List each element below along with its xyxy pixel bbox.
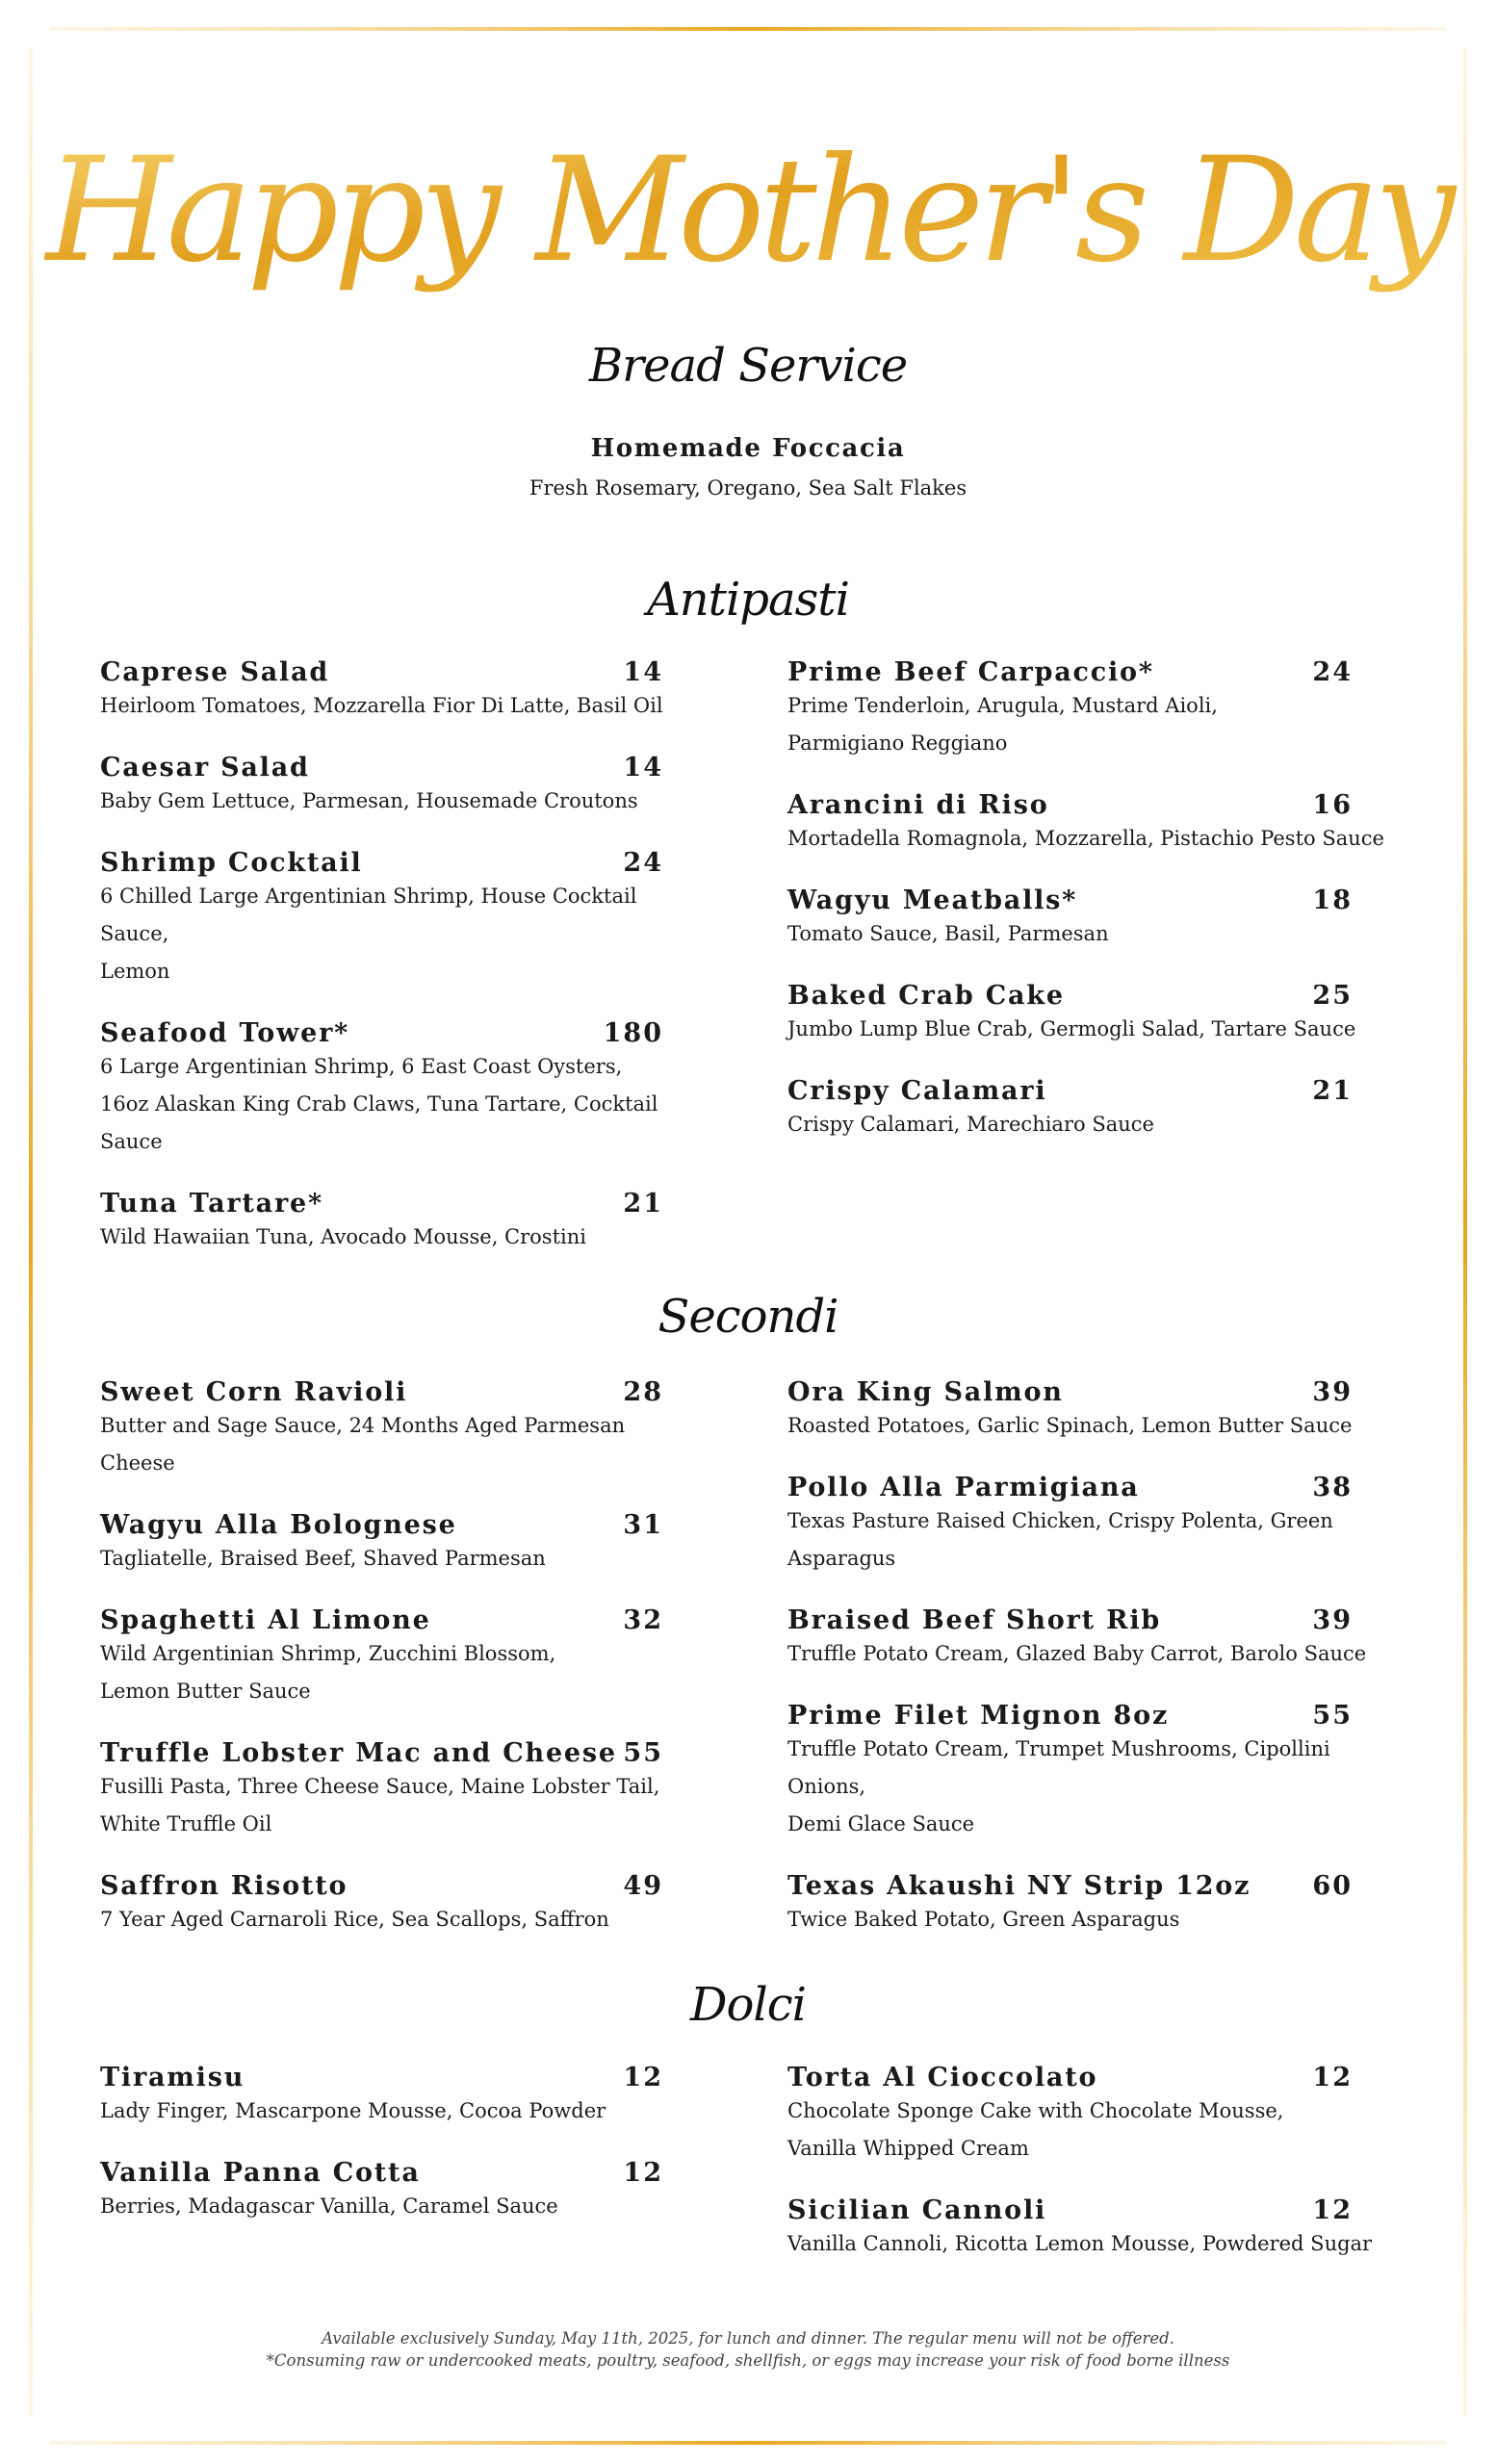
menu-item-description: Fusilli Pasta, Three Cheese Sauce, Maine Lobster Tail,	[100, 1775, 660, 1798]
frame-left-line	[29, 48, 33, 2416]
menu-item-description: Vanilla Cannoli, Ricotta Lemon Mousse, Powdered Sugar	[787, 2232, 1373, 2255]
menu-item-header	[100, 2063, 663, 2092]
menu-item	[100, 1605, 678, 1710]
menu-item-name: Seafood Tower*	[100, 1018, 350, 1048]
menu-item	[100, 657, 678, 725]
menu-item-description: Lemon	[100, 960, 170, 983]
title-text: Happy Mother's Day	[45, 127, 1451, 295]
menu-item-description: Vanilla Whipped Cream	[787, 2137, 1029, 2160]
menu-item-description: Jumbo Lump Blue Crab, Germogli Salad, Tartare Sauce	[787, 1017, 1356, 1040]
menu-item-price: 12	[623, 2063, 663, 2092]
frame-right-line	[1463, 48, 1467, 2416]
menu-item	[787, 1605, 1413, 1673]
menu-item-description: Crispy Calamari, Marechiaro Sauce	[787, 1113, 1154, 1136]
menu-item-price: 21	[623, 1189, 663, 1219]
menu-item-name: Crispy Calamari	[787, 1076, 1047, 1106]
menu-item-description: Truffle Potato Cream, Trumpet Mushrooms, Cipollini Onions,	[787, 1737, 1330, 1798]
menu-item-name: Wagyu Alla Bolognese	[100, 1510, 457, 1540]
menu-item-header	[100, 1871, 663, 1901]
menu-item-name: Braised Beef Short Rib	[787, 1605, 1162, 1635]
menu-item-price: 60	[1312, 1871, 1353, 1901]
heading-secondi: Secondi	[658, 1290, 838, 1344]
menu-item-name: Pollo Alla Parmigiana	[787, 1473, 1140, 1502]
menu-item-name: Baked Crab Cake	[787, 981, 1065, 1011]
menu-item-header	[100, 657, 663, 687]
menu-item	[787, 2063, 1413, 2168]
menu-item-description: Prime Tenderloin, Arugula, Mustard Aioli,	[787, 694, 1218, 717]
menu-item-description: Baby Gem Lettuce, Parmesan, Housemade Croutons	[100, 789, 638, 812]
antipasti-left-column	[100, 657, 678, 1284]
menu-item-header	[100, 848, 663, 878]
frame-bottom-line	[50, 2441, 1446, 2445]
menu-item	[787, 1473, 1413, 1578]
menu-item-header	[787, 657, 1353, 687]
menu-item-header	[100, 1605, 663, 1635]
menu-item	[787, 1377, 1413, 1445]
menu-item-description: Truffle Potato Cream, Glazed Baby Carrot, Barolo Sauce	[787, 1642, 1367, 1665]
menu-item	[787, 1076, 1413, 1143]
menu-item-header	[787, 981, 1353, 1011]
menu-item-name: Sweet Corn Ravioli	[100, 1377, 408, 1407]
menu-item	[100, 753, 678, 820]
menu-item-description: Lady Finger, Mascarpone Mousse, Cocoa Powder	[100, 2099, 606, 2122]
menu-item-price: 18	[1312, 886, 1353, 915]
frame-top-line	[50, 27, 1446, 31]
menu-item-price: 32	[623, 1605, 663, 1635]
menu-item-price: 24	[1312, 657, 1353, 687]
menu-item	[100, 848, 678, 990]
menu-item-name: Saffron Risotto	[100, 1871, 348, 1901]
menu-item-name: Caesar Salad	[100, 753, 310, 783]
menu-item-header	[787, 1076, 1353, 1106]
menu-item	[100, 1871, 678, 1938]
dolci-left-column	[100, 2063, 678, 2253]
menu-item	[100, 2063, 678, 2130]
menu-item-header	[100, 1377, 663, 1407]
footer-consumption-warning: *Consuming raw or undercooked meats, poultry, seafood, shellfish, or eggs may increase your risk of food borne illness	[266, 2351, 1230, 2370]
menu-item-price: 24	[623, 848, 663, 878]
menu-item-price: 25	[1312, 981, 1353, 1011]
menu-item-description: 16oz Alaskan King Crab Claws, Tuna Tartare, Cocktail Sauce	[100, 1092, 658, 1153]
menu-item-header	[100, 2158, 663, 2188]
menu-item	[787, 886, 1413, 953]
menu-item-price: 14	[623, 753, 663, 783]
menu-item-price: 12	[1312, 2063, 1353, 2092]
menu-item-name: Torta Al Cioccolato	[787, 2063, 1098, 2092]
menu-item-header	[100, 1189, 663, 1219]
menu-item	[100, 1738, 678, 1843]
menu-item-description: Wild Hawaiian Tuna, Avocado Mousse, Crostini	[100, 1225, 586, 1248]
menu-item-header	[787, 790, 1353, 820]
menu-item-name: Ora King Salmon	[787, 1377, 1064, 1407]
menu-item-description: Tomato Sauce, Basil, Parmesan	[787, 922, 1109, 945]
menu-item-header	[787, 2063, 1353, 2092]
menu-item-name: Shrimp Cocktail	[100, 848, 363, 878]
menu-item-description: Lemon Butter Sauce	[100, 1680, 311, 1703]
menu-item-price: 49	[623, 1871, 663, 1901]
menu-item	[787, 1871, 1413, 1938]
page-title	[0, 82, 1496, 332]
menu-item-description: Chocolate Sponge Cake with Chocolate Mousse,	[787, 2099, 1284, 2122]
menu-item-price: 12	[623, 2158, 663, 2188]
secondi-left-column	[100, 1377, 678, 1966]
menu-item	[100, 1510, 678, 1578]
menu-item-name: Caprese Salad	[100, 657, 330, 687]
secondi-right-column	[787, 1377, 1413, 1966]
menu-item-price: 12	[1312, 2195, 1353, 2225]
menu-item-price: 31	[623, 1510, 663, 1540]
menu-item-name: Wagyu Meatballs*	[787, 886, 1078, 915]
menu-item-header	[787, 1377, 1353, 1407]
menu-item-description: 6 Large Argentinian Shrimp, 6 East Coast Oysters,	[100, 1055, 623, 1078]
menu-item-header	[787, 2195, 1353, 2225]
menu-item-name: Spaghetti Al Limone	[100, 1605, 431, 1635]
menu-item-header	[100, 1738, 663, 1768]
menu-item-price: 16	[1312, 790, 1353, 820]
item-name: Homemade Foccacia	[590, 434, 906, 463]
menu-item-header	[100, 1510, 663, 1540]
menu-item-header	[787, 1473, 1353, 1502]
menu-item-price: 38	[1312, 1473, 1353, 1502]
menu-item	[787, 790, 1413, 858]
menu-item-description: Roasted Potatoes, Garlic Spinach, Lemon Butter Sauce	[787, 1414, 1353, 1437]
menu-item-header	[787, 1701, 1353, 1731]
menu-item-price: 21	[1312, 1076, 1353, 1106]
menu-item-name: Arancini di Riso	[787, 790, 1049, 820]
menu-item-header	[100, 753, 663, 783]
menu-item-description: White Truffle Oil	[100, 1812, 272, 1835]
menu-item-description: Tagliatelle, Braised Beef, Shaved Parmesan	[100, 1547, 546, 1570]
heading-dolci: Dolci	[690, 1978, 806, 2032]
menu-item-name: Tiramisu	[100, 2063, 245, 2092]
menu-item	[100, 1189, 678, 1256]
menu-item-name: Prime Beef Carpaccio*	[787, 657, 1154, 687]
menu-item-description: Texas Pasture Raised Chicken, Crispy Polenta, Green Asparagus	[787, 1509, 1333, 1570]
menu-item-price: 14	[623, 657, 663, 687]
menu-item	[787, 1701, 1413, 1843]
heading-bread-service: Bread Service	[588, 339, 908, 393]
menu-item-description: Demi Glace Sauce	[787, 1812, 975, 1835]
menu-item-name: Vanilla Panna Cotta	[100, 2158, 421, 2188]
bread-service-item	[0, 434, 1496, 500]
menu-item	[787, 981, 1413, 1048]
menu-item-description: Berries, Madagascar Vanilla, Caramel Sauce	[100, 2194, 558, 2218]
menu-item-description: Parmigiano Reggiano	[787, 732, 1008, 755]
menu-item-price: 180	[603, 1018, 663, 1048]
menu-item	[100, 1018, 678, 1161]
menu-item-name: Prime Filet Mignon 8oz	[787, 1701, 1170, 1731]
footer-availability-note: Available exclusively Sunday, May 11th, 2025, for lunch and dinner. The regular menu will not be offered.	[322, 2329, 1174, 2348]
menu-item-description: 7 Year Aged Carnaroli Rice, Sea Scallops, Saffron	[100, 1908, 609, 1931]
menu-item-name: Sicilian Cannoli	[787, 2195, 1047, 2225]
menu-item-header	[787, 886, 1353, 915]
menu-item-header	[787, 1871, 1353, 1901]
menu-item	[100, 1377, 678, 1482]
menu-item-description: Wild Argentinian Shrimp, Zucchini Blossom,	[100, 1642, 556, 1665]
menu-item-header	[787, 1605, 1353, 1635]
menu-item	[787, 2195, 1413, 2263]
menu-item-description: Mortadella Romagnola, Mozzarella, Pistachio Pesto Sauce	[787, 827, 1384, 850]
menu-item-price: 39	[1312, 1377, 1353, 1407]
menu-item	[100, 2158, 678, 2225]
menu-item-price: 55	[1312, 1701, 1353, 1731]
menu-item-price: 28	[623, 1377, 663, 1407]
menu-item-name: Texas Akaushi NY Strip 12oz	[787, 1871, 1251, 1901]
menu-item-description: Butter and Sage Sauce, 24 Months Aged Parmesan Cheese	[100, 1414, 626, 1475]
menu-item-description: Twice Baked Potato, Green Asparagus	[787, 1908, 1180, 1931]
menu-item-description: Heirloom Tomatoes, Mozzarella Fior Di Latte, Basil Oil	[100, 694, 663, 717]
dolci-right-column	[787, 2063, 1413, 2291]
menu-item-header	[100, 1018, 663, 1048]
menu-item-price: 55	[623, 1738, 663, 1768]
menu-item-name: Tuna Tartare*	[100, 1189, 323, 1219]
menu-item-price: 39	[1312, 1605, 1353, 1635]
menu-item-name: Truffle Lobster Mac and Cheese	[100, 1738, 617, 1768]
menu-item-description: 6 Chilled Large Argentinian Shrimp, House Cocktail Sauce,	[100, 885, 637, 945]
antipasti-right-column	[787, 657, 1413, 1171]
heading-antipasti: Antipasti	[647, 573, 849, 627]
footer	[0, 2327, 1496, 2372]
item-desc: Fresh Rosemary, Oregano, Sea Salt Flakes	[529, 476, 967, 500]
menu-item	[787, 657, 1413, 762]
